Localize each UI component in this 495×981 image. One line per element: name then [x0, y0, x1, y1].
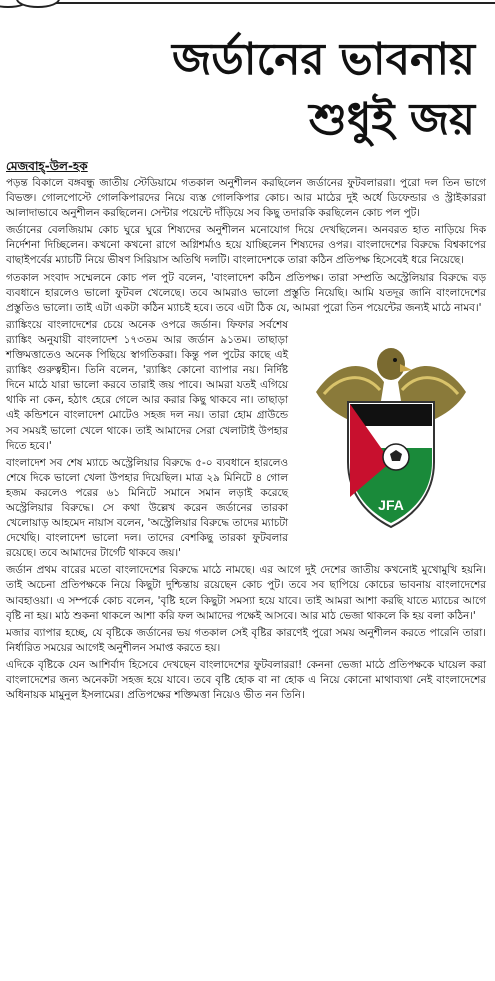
- paragraph: জর্ডানের বেলজিয়াম কোচ ঘুরে ঘুরে শিষ্যদের অনুশীলন মনোযোগ দিয়ে দেখছিলেন। অনবরত হাত নাড়িয়ে দিক নির্দেশনা দিচ্ছিলেন। কখনো কখনো রাগে অগ্নিশর্মাও হয়ে যাচ্ছিলেন শিষ্যদের ওপর। বাংলাদেশের বিরুদ্ধে বিশ্বকাপের বাছাইপর্বের ম্যাচটি নিয়ে ভীষণ সিরিয়াস অতিথি দলটি। বাংলাদেশকে তারা কঠিন প্রতিপক্ষ হিসেবেই ধরে নিয়েছে।: [6, 224, 486, 267]
- logo-text: JFA: [378, 496, 404, 513]
- top-rule: [0, 0, 495, 10]
- jfa-logo: [296, 322, 486, 547]
- headline-line-1: জর্ডানের ভাবনায়: [172, 34, 475, 85]
- paragraph: পড়ন্ত বিকালে বঙ্গবন্ধু জাতীয় স্টেডিয়ামে গতকাল অনুশীলন করছিলেন জর্ডানের ফুটবলাররা। পুরো দল তিন ভাগে বিভক্ত। গোলপোস্টে গোলকিপারদের নিয়ে ব্যস্ত গোলকিপার কোচ। আর মাঠের দুই অর্ধে ডিফেন্ডার ও স্ট্রাইকাররা আলাদাভাবে অনুশীলন করছিলেন। সেন্টার পয়েন্টে দাঁড়িয়ে সব কিছু তদারকি করছিলেন কোচ পল পুট।: [6, 177, 486, 220]
- paragraph: বাংলাদেশ সব শেষ ম্যাচে অস্ট্রেলিয়ার বিরুদ্ধে ৫-০ ব্যবধানে হারলেও শেষে দিকে ভালো খেলা উপহার দিয়েছিল। মাত্র ২৯ মিনিটে ৪ গোল হজম করলেও পরের ৬১ মিনিটে সমানে সমান লড়াই করেছে অস্ট্রেলিয়ার বিরুদ্ধে। সে কথা উল্লেখ করেন জর্ডানের তারকা খেলোয়াড় আহমেদ নায়াস বলেন, 'অস্ট্রেলিয়ার বিরুদ্ধে তাদের ম্যাচটা দেখেছি। বাংলাদেশ ভালো দল। তাদের বেশকিছু তারকা ফুটবলার রয়েছে। তবে আমাদের টার্গেট থাকবে জয়।': [6, 456, 288, 560]
- paragraph: গতকাল সংবাদ সম্মেলনে কোচ পল পুট বলেন, 'বাংলাদেশ কঠিন প্রতিপক্ষ। তারা সম্প্রতি অস্ট্রেলিয়ার বিরুদ্ধে বড় ব্যবধানে হারলেও ভালো ফুটবল খেলেছে। তবে আমরাও ভালো প্রস্তুতি নিয়েছি। আমি যতদূর জানি বাংলাদেশের প্রস্তুতিও ভালো। তাই এটা একটা কঠিন ম্যাচই হবে। তবে এটা ঠিক যে, আমরা পুরো তিন পয়েন্টের জন্যই মাঠে নামব।': [6, 271, 486, 314]
- paragraph: এদিকে বৃষ্টিকে যেন আশির্বাদ হিসেবে দেখছেন বাংলাদেশের ফুটবলাররা! কেননা ভেজা মাঠে প্রতিপক্ষকে ঘায়েল করা বাংলাদেশের জন্য অনেকটা সহজ হয়ে যাবে। তবে বৃষ্টি হোক বা না হোক এ নিয়ে কোনো মাথাব্যথা নেই বাংলাদেশের অধিনায়ক মামুনুল ইসলামের। প্রতিপক্ষের শক্তিমত্তা নিয়েও ভীত নন তিনি।: [6, 658, 486, 702]
- byline: মেজবাহ্-উল-হক: [6, 159, 88, 173]
- article-body: [6, 176, 486, 705]
- paragraph: র‍্যাঙ্কিংয়ে বাংলাদেশের চেয়ে অনেক ওপরে জর্ডান। ফিফার সর্বশেষ র‍্যাঙ্কিং অনুযায়ী বাংলাদেশ ১৭৩তম আর জর্ডান ৯১তম। তাছাড়া শক্তিমত্তাতেও অনেক পিছিয়ে স্বাগতিকরা। কিন্তু পল পুটের কাছে এই র‍্যাঙ্কিং গুরুত্বহীন। তিনি বলেন, 'র‍্যাঙ্কিং কোনো ব্যাপার নয়। নির্দিষ্ট দিনে মাঠে যারা ভালো করবে তারাই জয় পাবে। আমরা যতই এগিয়ে থাকি না কেন, হঠাৎ হেরে গেলে আর করার কিছু থাকবে না। তাছাড়া এই কন্ডিশনে বাংলাদেশ মোটেও সহজ দল নয়। তারা হোম গ্রাউন্ডে সব সময়ই ভালো খেলে থাকে। তাই আমাদের সেরা খেলাটাই উপহার দিতে হবে।': [6, 318, 288, 452]
- paragraph: মজার ব্যাপার হচ্ছে, যে বৃষ্টিকে জর্ডানের ভয় গতকাল সেই বৃষ্টির কারণেই পুরো সময় অনুশীলন করতে পারেনি তারা। নির্ধারিত সময়ের আগেই অনুশীলন সমাপ্ত করতে হয়।: [6, 626, 486, 654]
- jordan-football-association-logo-icon: [296, 322, 486, 547]
- headline: [60, 32, 475, 148]
- paragraph: জর্ডান প্রথম বারের মতো বাংলাদেশের বিরুদ্ধে মাঠে নামছে। এর আগে দুই দেশের জাতীয় কখনোই মুখোমুখি হয়নি। তাই অচেনা প্রতিপক্ষকে নিয়ে কিছুটা দুশ্চিন্তায় রয়েছেন কোচ পুট। তবে সব ছাপিয়ে কোচের ভাবনায় বাংলাদেশের আবহাওয়া। এ সম্পর্কে কোচ বলেন, 'বৃষ্টি হলে কিছুটা সমস্যা হয়ে যাবে। তাই আমরা আশা করছি যাতে ম্যাচের আগে বৃষ্টি না হয়। মাঠ শুকনা থাকলে আশা করি ফল আমাদের পক্ষেই আসবে। আর মাঠ ভেজা থাকলে কি হয় বলা কঠিন।': [6, 564, 486, 622]
- headline-line-2: শুধুই জয়: [308, 94, 475, 145]
